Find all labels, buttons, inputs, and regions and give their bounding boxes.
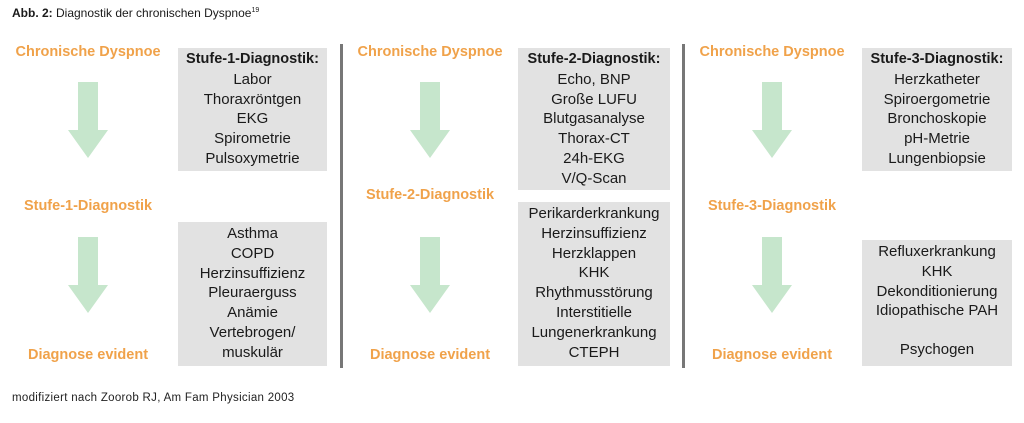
diagnoses-box [518,202,670,366]
caption-reference: 19 [251,7,260,14]
diagnostic-item: Thoraxröntgen [203,90,302,108]
diagnosis-item: CTEPH [568,343,620,361]
diagnosis-item: Pleuraerguss [208,284,297,302]
diagnosis-item: Perikarderkrankung [528,205,660,222]
diagnostic-item: V/Q-Scan [561,169,627,187]
diagnosis-item: Refluxerkrankung [878,243,996,260]
diagnosis-item: Lungenerkrankung [531,323,657,341]
diagnostic-item: Große LUFU [551,90,637,108]
arrow-down-icon [68,237,108,313]
diagnostic-item: Labor [233,70,272,88]
diagnostic-item: Blutgasanalyse [543,110,645,128]
diagnostic-item: 24h-EKG [563,149,625,167]
diagnosis-item: Herzinsuffizienz [541,224,647,242]
stage-diagnosis-evident: Diagnose evident [711,347,833,363]
stage-diagnosis-evident: Diagnose evident [369,347,491,363]
arrow-down-icon [68,82,108,158]
diagnostics-title: Stufe-1-Diagnostik: [186,51,319,67]
diagnostic-item: Thorax-CT [558,130,630,148]
diagnostic-item: Herzkatheter [894,70,980,88]
diagnosis-item: COPD [230,244,275,262]
diagnostic-item: EKG [236,110,269,128]
diagnostic-item: pH-Metrie [904,130,970,148]
diagnosis-item: Interstitielle [556,303,632,321]
diagnostics-title: Stufe-3-Diagnostik: [870,51,1004,67]
stage-diagnosis-evident: Diagnose evident [27,347,149,363]
column-stage-1 [0,0,340,423]
stage-diagnostics: Stufe-2-Diagnostik [365,187,495,203]
diagnostic-item: Pulsoxymetrie [205,149,300,167]
diagnosis-item: KHK [578,264,610,282]
diagnostic-item: Lungenbiopsie [888,149,986,167]
diagnostic-item: Bronchoskopie [887,110,987,128]
arrow-down-icon [410,82,450,158]
diagnosis-item: Vertebrogen/ [209,323,296,341]
column-stage-2 [343,0,683,423]
diagnostic-item: Echo, BNP [557,70,631,88]
arrow-down-icon [410,237,450,313]
diagnosis-item: Psychogen [899,341,975,359]
caption-label: Abb. 2: [12,6,53,20]
diagnosis-item: muskulär [222,343,283,361]
caption-text: Diagnostik der chronischen Dyspnoe [52,6,252,20]
diagnoses-box [178,222,327,366]
column-stage-3 [685,0,1024,423]
diagnosis-item: Herzklappen [551,244,637,262]
diagnostics-box [518,48,670,190]
stage-start: Chronische Dyspnoe [357,44,503,60]
diagnosis-item: Anämie [227,304,278,322]
diagnosis-item: Herzinsuffizienz [199,264,306,282]
diagnosis-item: Dekonditionierung [876,282,998,300]
diagnoses-box [862,240,1012,366]
diagnostics-title: Stufe-2-Diagnostik: [527,51,661,67]
diagnosis-item: Idiopathische PAH [875,302,999,320]
diagnostic-item: Spiroergometrie [883,90,991,108]
arrow-down-icon [752,82,792,158]
source-footnote: modifiziert nach Zoorob RJ, Am Fam Physician 2003 [12,392,295,404]
diagnosis-item: KHK [921,262,953,280]
diagnostic-item: Spirometrie [214,130,291,148]
diagnosis-item: Asthma [227,225,278,242]
stage-diagnostics: Stufe-3-Diagnostik [707,198,837,214]
stage-start: Chronische Dyspnoe [15,44,161,60]
arrow-down-icon [752,237,792,313]
diagnostics-box [178,48,327,171]
stage-diagnostics: Stufe-1-Diagnostik [23,198,153,214]
diagnostics-box [862,48,1012,171]
diagnosis-item: Rhythmusstörung [535,284,653,302]
stage-start: Chronische Dyspnoe [699,44,845,60]
